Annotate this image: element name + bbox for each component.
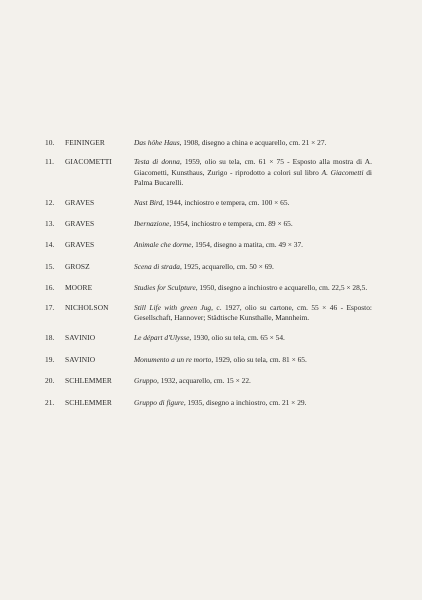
entry-details: , 1935, disegno a inchiostro, cm. 21 × 29.	[183, 397, 307, 407]
entry-description	[134, 240, 372, 250]
catalog-entry	[0, 157, 422, 188]
entry-number: 21.	[45, 397, 55, 407]
catalog-entry	[0, 219, 422, 229]
entry-number: 15.	[45, 261, 55, 271]
entry-title: Animale che dorme	[134, 240, 192, 250]
entry-artist: NICHOLSON	[65, 302, 109, 312]
entry-number: 10.	[45, 138, 55, 147]
entry-reference-title: A. Giacometti	[321, 167, 364, 177]
entry-title: Das höhe Haus	[134, 138, 180, 147]
entry-title: Studies for Sculpture	[134, 283, 196, 293]
entry-title: Scena di strada	[134, 261, 180, 271]
entry-description	[134, 398, 372, 408]
entry-title: Ibernazione	[134, 219, 170, 229]
catalog-entry	[0, 355, 422, 365]
entry-artist: MOORE	[65, 283, 93, 293]
entry-description	[134, 198, 372, 208]
entry-reference-details: di Palma Bucarelli.	[134, 167, 372, 188]
entry-number: 18.	[45, 333, 55, 343]
entry-title: Testa di donna	[134, 157, 180, 167]
catalog-entry	[0, 262, 422, 272]
entry-artist: GRAVES	[65, 240, 95, 250]
entry-details: , 1950, disegno a inchiostro e acquarello, cm. 22,5 × 28,5.	[195, 283, 368, 293]
entry-number: 14.	[45, 240, 55, 250]
entry-details: , 1925, acquarello, cm. 50 × 69.	[179, 261, 274, 271]
entry-details: , 1959, olio su tela, cm. 61 × 75 - Esposto alla mostra di A. Giacometti, Kunsthaus, Zurigo - riprodotto a colori sul libro	[134, 157, 372, 177]
entry-number: 20.	[45, 376, 55, 386]
catalog-entry	[0, 283, 422, 293]
entry-artist: GROSZ	[65, 261, 90, 271]
entry-details: , 1954, inchiostro e tempera, cm. 89 × 65.	[169, 219, 293, 229]
entry-description	[134, 262, 372, 272]
entry-description	[134, 138, 372, 148]
entry-description	[134, 303, 372, 324]
entry-title: Monumento a un re morto	[134, 354, 212, 364]
entry-details: , 1954, disegno a matita, cm. 49 × 37.	[191, 240, 303, 250]
entry-title: Le départ d'Ulysse	[134, 333, 190, 343]
entry-artist: GRAVES	[65, 197, 95, 207]
entry-details: , c. 1927, olio su cartone, cm. 55 × 46 - Esposto: Gesellschaft, Hannover; Städtische Kunsthalle, Mannheim.	[134, 302, 372, 323]
entry-description	[134, 157, 372, 188]
entry-artist: GRAVES	[65, 219, 95, 229]
catalog-entry	[0, 333, 422, 343]
entry-number: 12.	[45, 197, 55, 207]
entry-description	[134, 333, 372, 343]
entry-number: 11.	[45, 157, 54, 167]
entry-number: 16.	[45, 283, 55, 293]
catalog-entry	[0, 303, 422, 324]
entry-artist: SAVINIO	[65, 333, 96, 343]
catalog-list	[0, 138, 422, 408]
entry-title: Still Life with green Jug	[134, 302, 212, 312]
catalog-entry	[0, 198, 422, 208]
catalog-entry	[0, 240, 422, 250]
entry-number: 17.	[45, 302, 55, 312]
entry-artist: SCHLEMMER	[65, 397, 112, 407]
entry-description	[134, 219, 372, 229]
entry-details: , 1930, olio su tela, cm. 65 × 54.	[189, 333, 285, 343]
entry-artist: SCHLEMMER	[65, 376, 112, 386]
entry-title: Gruppo di figure	[134, 397, 184, 407]
entry-details: , 1908, disegno a china e acquarello, cm. 21 × 27.	[179, 138, 327, 147]
entry-title: Nast Bird	[134, 197, 163, 207]
entry-description	[134, 376, 372, 386]
entry-details: , 1944, inchiostro e tempera, cm. 100 × 65.	[162, 197, 290, 207]
entry-artist: FEININGER	[65, 138, 105, 147]
entry-details: , 1929, olio su tela, cm. 81 × 65.	[211, 354, 307, 364]
entry-number: 19.	[45, 354, 55, 364]
entry-details: , 1932, acquarello, cm. 15 × 22.	[157, 376, 251, 386]
catalog-entry	[0, 138, 422, 148]
catalog-entry	[0, 376, 422, 386]
entry-artist: SAVINIO	[65, 354, 96, 364]
entry-number: 13.	[45, 219, 55, 229]
entry-title: Gruppo	[134, 376, 157, 386]
entry-description	[134, 355, 372, 365]
entry-artist: GIACOMETTI	[65, 157, 112, 167]
catalog-entry	[0, 398, 422, 408]
entry-description	[134, 283, 372, 293]
